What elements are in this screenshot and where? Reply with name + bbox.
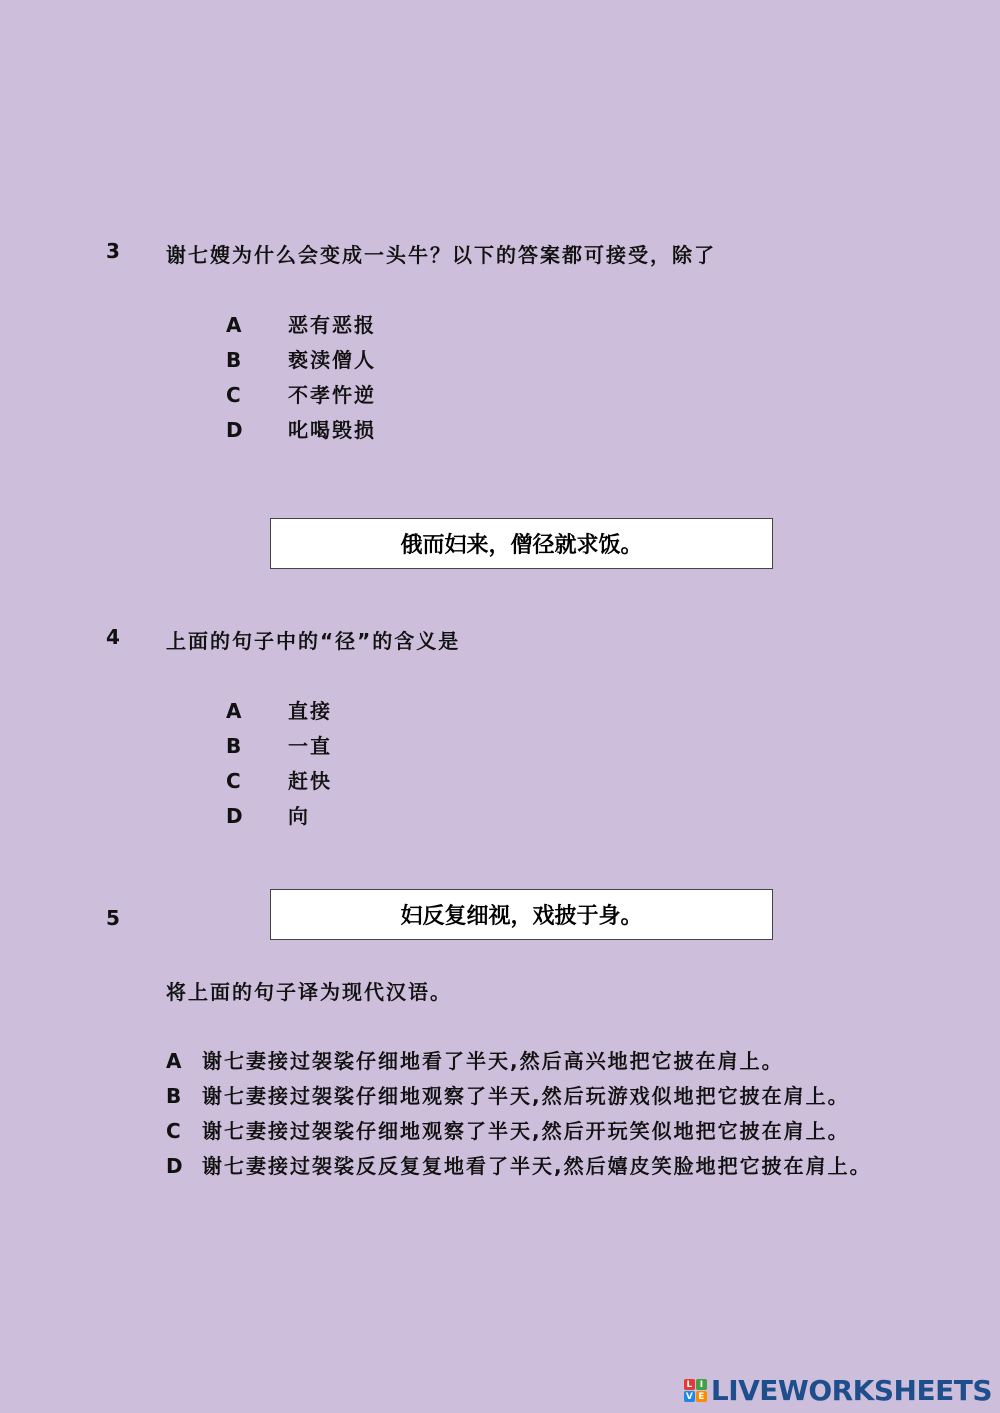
q5-option-c[interactable] xyxy=(166,1115,850,1144)
question-3-number: 3 xyxy=(106,239,120,263)
question-4-prompt: 上面的句子中的“径”的含义是 xyxy=(166,629,461,653)
q4-option-b[interactable] xyxy=(226,730,332,759)
option-text: 亵渎僧人 xyxy=(288,348,376,372)
logo-letter-v: V xyxy=(684,1391,695,1402)
option-letter: B xyxy=(166,1084,184,1108)
option-text: 谢七妻接过袈裟仔细地观察了半天,然后开玩笑似地把它披在肩上。 xyxy=(202,1119,850,1143)
q5-option-a[interactable] xyxy=(166,1045,784,1074)
q3-option-a[interactable] xyxy=(226,309,376,338)
option-letter: D xyxy=(166,1154,185,1178)
logo-letter-i: I xyxy=(696,1379,707,1390)
q3-option-b[interactable] xyxy=(226,344,376,373)
question-5-prompt: 将上面的句子译为现代汉语。 xyxy=(166,980,452,1004)
option-text: 一直 xyxy=(288,734,332,758)
q4-option-a[interactable] xyxy=(226,695,332,724)
q3-option-c[interactable] xyxy=(226,379,376,408)
option-letter: C xyxy=(226,383,243,407)
option-letter: A xyxy=(166,1049,184,1073)
option-text: 谢七妻接过袈裟仔细地观察了半天,然后玩游戏似地把它披在肩上。 xyxy=(202,1084,850,1108)
option-text: 不孝忤逆 xyxy=(288,383,376,407)
question-3-prompt: 谢七嫂为什么会变成一头牛？以下的答案都可接受，除了 xyxy=(166,243,716,267)
quote-box-1: 俄而妇来，僧径就求饭。 xyxy=(270,518,773,569)
option-text: 谢七妻接过袈裟反反复复地看了半天,然后嬉皮笑脸地把它披在肩上。 xyxy=(202,1154,872,1178)
logo-letter-e: E xyxy=(696,1391,707,1402)
question-5-number: 5 xyxy=(106,906,120,930)
option-letter: A xyxy=(226,699,244,723)
option-letter: D xyxy=(226,418,245,442)
option-text: 恶有恶报 xyxy=(288,313,376,337)
option-letter: B xyxy=(226,348,244,372)
option-text: 赶快 xyxy=(288,769,332,793)
liveworksheets-logo[interactable] xyxy=(684,1374,992,1407)
logo-text: LIVEWORKSHEETS xyxy=(710,1374,992,1407)
logo-letter-l: L xyxy=(684,1379,695,1390)
q4-option-c[interactable] xyxy=(226,765,332,794)
live-logo-icon xyxy=(684,1379,707,1402)
q5-option-b[interactable] xyxy=(166,1080,850,1109)
q4-option-d[interactable] xyxy=(226,800,310,829)
option-text: 叱喝毁损 xyxy=(288,418,376,442)
option-letter: D xyxy=(226,804,245,828)
question-4-number: 4 xyxy=(106,625,120,649)
option-letter: C xyxy=(166,1119,183,1143)
option-text: 直接 xyxy=(288,699,332,723)
option-letter: A xyxy=(226,313,244,337)
option-letter: B xyxy=(226,734,244,758)
option-text: 谢七妻接过袈裟仔细地看了半天,然后高兴地把它披在肩上。 xyxy=(202,1049,784,1073)
q5-option-d[interactable] xyxy=(166,1150,872,1179)
option-text: 向 xyxy=(288,804,310,828)
q3-option-d[interactable] xyxy=(226,414,376,443)
quote-box-2: 妇反复细视，戏披于身。 xyxy=(270,889,773,940)
option-letter: C xyxy=(226,769,243,793)
